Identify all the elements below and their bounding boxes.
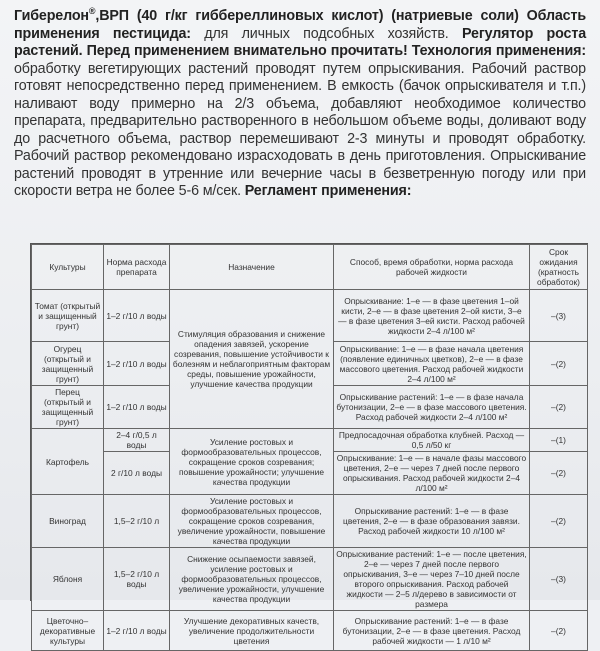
regulator-warning: Регулятор роста растений. Перед применением внимательно прочитать! [14,25,586,59]
registered-mark: ® [88,6,96,17]
table-row [32,611,588,651]
term-cell: –(2) [530,611,588,651]
term-cell: –(1) [530,429,588,452]
culture-cell: Виноград [32,495,104,548]
technology-text: обработку вегетирующих растений проводят путем опрыскивания. Рабочий раствор готовят непосредственно перед применением. В емкость (бачок опрыскивателя и т.п.) наливают воду примерно на 2/3 объема, добавляют необходимое количество препарата, предварительно растворенного в небольшом объеме воды, доливают воду до расчетного объема, раствор перемешивают 2-3 минуты и проводят обработку. Рабочий раствор рекомендовано израсходовать в день приготовления. Опрыскивание растений проводят в утренние или вечерние часы в безветренную погоду или при скорости ветра не более 5-6 м/сек. [14,60,586,199]
product-title: Гиберелон®,ВРП (40 г/кг гиббереллиновых кислот) (натриевые соли) [14,6,519,24]
term-cell: –(2) [530,342,588,386]
term-cell: –(3) [530,548,588,611]
culture-cell: Цветочно–декоративные культуры [32,611,104,651]
culture-cell: Перец (открытый и защищенный грунт) [32,386,104,429]
culture-cell: Картофель [32,429,104,495]
rate-cell: 1–2 г/10 л воды [104,386,170,429]
rate-cell: 2 г/10 л воды [104,452,170,495]
culture-cell: Томат (открытый и защищенный грунт) [32,290,104,342]
application-area-text: для личных подсобных хозяйств. [190,25,449,42]
reglament-table-wrapper [30,243,588,646]
rate-cell: 1,5–2 г/10 л [104,495,170,548]
purpose-cell: Усиление ростовых и формообразовательных процессов, сокращение сроков созревания; повышение урожайности; улучшение качества продукции [170,429,334,495]
method-cell: Опрыскивание: 1–е — в начале фазы массового цветения, 2–е — через 7 дней после первого опрыскивания. Расход рабочей жидкости 2–4 л/100 м² [334,452,530,495]
culture-cell: Яблоня [32,548,104,611]
table-header-row [32,245,588,290]
reglament-table [31,244,588,651]
purpose-cell: Улучшение декоративных качеств, увеличение продолжительности цветения [170,611,334,651]
method-cell: Предпосадочная обработка клубней. Расход — 0,5 л/50 кг [334,429,530,452]
method-cell: Опрыскивание растений: 1–е — в фазе цветения, 2–е — в фазе образования завязи. Расход рабочей жидкости 10 л/100 м² [334,495,530,548]
header-purpose: Назначение [170,245,334,290]
method-cell: Опрыскивание: 1–е — в фазе начала цветения (появление единичных цветков), 2–е — в фазе массового цветения. Расход рабочей жидкости 2–4 л/100 м² [334,342,530,386]
table-row [32,290,588,342]
technology-label: Технология применения: [407,43,586,59]
purpose-cell: Усиление ростовых и формообразовательных процессов, сокращение сроков созревания, увеличение урожайности, повышение качества продукции [170,495,334,548]
purpose-cell: Стимуляция образования и снижение опадения завязей, ускорение созревания, повышение устойчивости к болезням и неблагоприятным факторам среды, повышение урожайности, улучшение качества продукции [170,290,334,429]
reglament-label: Регламент применения: [240,183,412,199]
method-cell: Опрыскивание растений: 1–е — в фазе бутонизации, 2–е — в фазе цветения. Расход рабочей жидкости — 1 л/10 м² [334,611,530,651]
header-rate: Норма расхода препарата [104,245,170,290]
method-cell: Опрыскивание растений: 1–е — в фазе начала бутонизации, 2–е — в фазе массового цветения. Расход рабочей жидкости 2–4 л/100 м² [334,386,530,429]
table-row [32,429,588,452]
term-cell: –(2) [530,495,588,548]
application-area-label: Область применения пестицида: [14,8,586,42]
rate-cell: 1,5–2 г/10 л воды [104,548,170,611]
rate-cell: 1–2 г/10 л воды [104,290,170,342]
table-row [32,548,588,611]
header-culture: Культуры [32,245,104,290]
header-method: Способ, время обработки, норма расхода рабочей жидкости [334,245,530,290]
rate-cell: 1–2 г/10 л воды [104,342,170,386]
term-cell: –(3) [530,290,588,342]
term-cell: –(2) [530,452,588,495]
rate-cell: 2–4 г/0,5 л воды [104,429,170,452]
rate-cell: 1–2 г/10 л воды [104,611,170,651]
term-cell: –(2) [530,386,588,429]
table-row [32,495,588,548]
header-term: Срок ожидания (кратность обработок) [530,245,588,290]
method-cell: Опрыскивание: 1–е — в фазе цветения 1–ой кисти, 2–е — в фазе цветения 2–ой кисти, 3–е — в фазе цветения 3–ей кисти. Расход рабочей жидкости 2–4 л/100 м² [334,290,530,342]
method-cell: Опрыскивание растений: 1–е — после цветения, 2–е — через 7 дней после первого опрыскивания, 3–е — через 7–10 дней после второго опрыскивания. Расход рабочей жидкости — 2–5 л/дерево в зависимости от размера [334,548,530,611]
purpose-cell: Снижение осыпаемости завязей, усиление ростовых и формообразовательных процессов, увеличение урожайности, улучшение качества продукции [170,548,334,611]
label-text [14,8,586,201]
culture-cell: Огурец (открытый и защищенный грунт) [32,342,104,386]
